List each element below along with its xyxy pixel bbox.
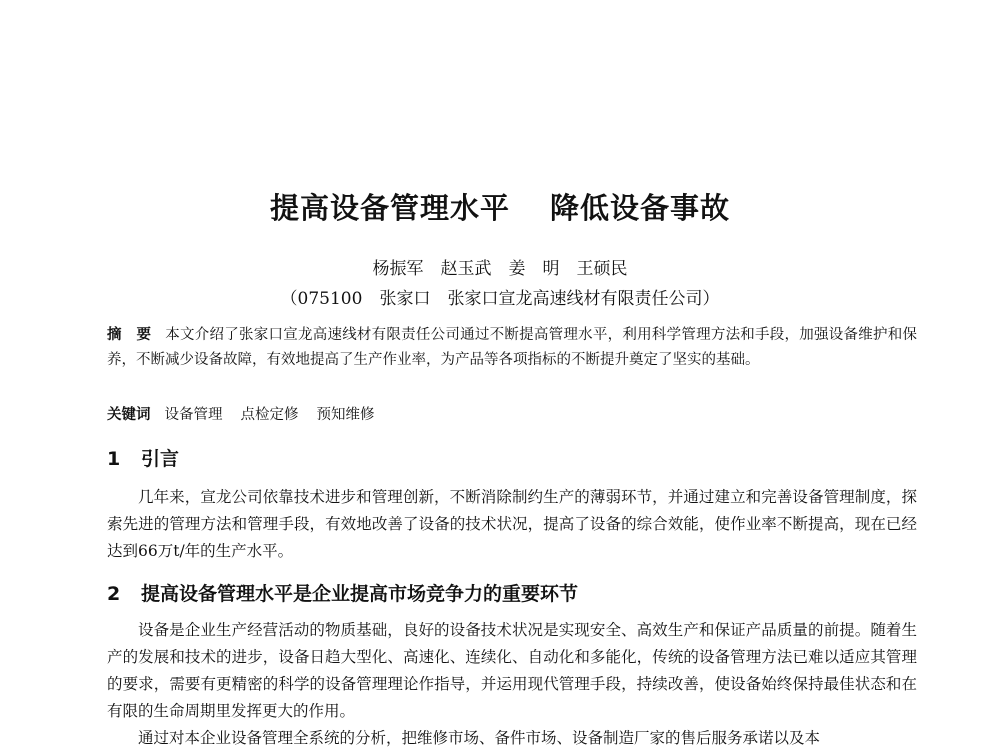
section-heading <box>107 444 917 471</box>
keyword: 点检定修 <box>240 407 299 423</box>
paragraph: 设备是企业生产经营活动的物质基础，良好的设备技术状况是实现安全、高效生产和保证产品质量的前提。随着生产的发展和技术的进步，设备日趋大型化、高速化、连续化、自动化和多能化，传统的设备管理方法已难以适应其管理的要求，需要有更精密的科学的设备管理理论作指导，并运用现代管理手段，持续改善，使设备始终保持最佳状态和在有限的生命周期里发挥更大的作用。 <box>107 621 917 720</box>
author-list: 杨振军 赵玉武 姜 明 王硕民 <box>372 259 628 279</box>
abstract-text: 本文介绍了张家口宣龙高速线材有限责任公司通过不断提高管理水平，利用科学管理方法和手段，加强设备维护和保养，不断减少设备故障，有效地提高了生产作业率，为产品等各项指标的不断提升奠定了坚实的基础。 <box>107 327 918 368</box>
affiliation: （075100 张家口 张家口宣龙高速线材有限责任公司） <box>280 289 720 309</box>
paragraph: 通过对本企业设备管理全系统的分析，把维修市场、备件市场、设备制造厂家的售后服务承诺以及本 <box>138 729 821 747</box>
title-part-2: 降低设备事故 <box>550 191 731 225</box>
paragraph: 几年来，宣龙公司依靠技术进步和管理创新，不断消除制约生产的薄弱环节，并通过建立和完善设备管理制度，探索先进的管理方法和管理手段，有效地改善了设备的技术状况，提高了设备的综合效能，使作业率不断提高，现在已经达到66万t/年的生产水平。 <box>107 488 917 560</box>
section-heading <box>107 579 917 606</box>
section-title: 引言 <box>141 448 180 470</box>
section-number: 1 <box>107 448 121 470</box>
abstract <box>107 323 917 373</box>
abstract-label: 摘 要 <box>107 327 152 343</box>
section-number: 2 <box>107 583 121 605</box>
keyword: 预知维修 <box>316 407 375 423</box>
section-title: 提高设备管理水平是企业提高市场竞争力的重要环节 <box>141 583 579 605</box>
paper-title <box>0 186 1000 227</box>
keywords <box>107 403 917 428</box>
title-part-1: 提高设备管理水平 <box>269 191 510 225</box>
keyword: 设备管理 <box>164 407 223 423</box>
keywords-label: 关键词 <box>107 407 151 423</box>
